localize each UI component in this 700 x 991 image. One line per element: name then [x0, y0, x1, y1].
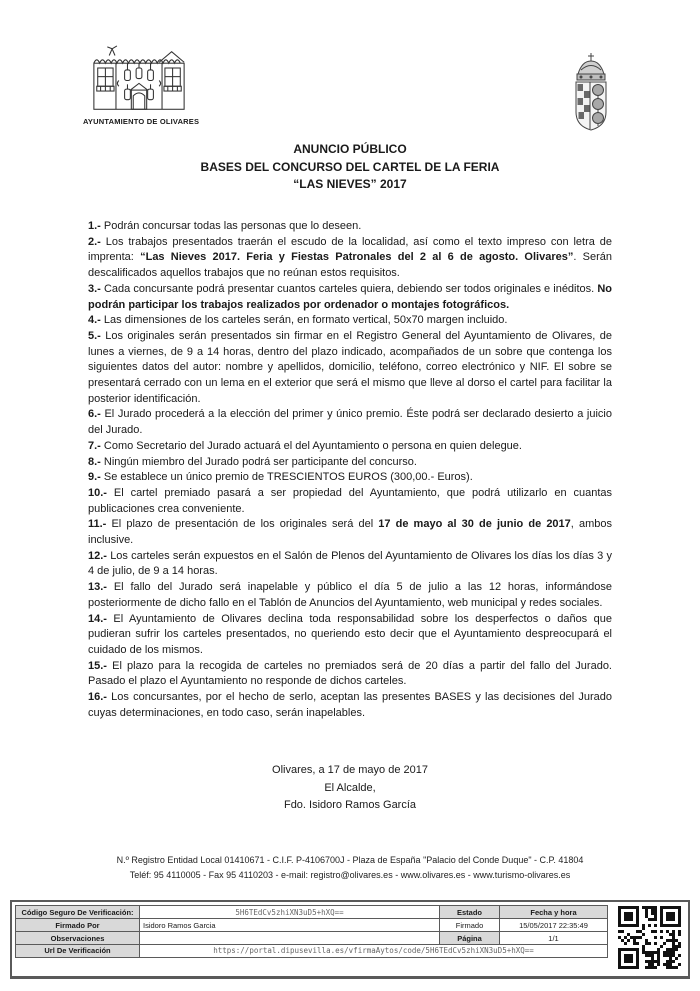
observaciones-label: Observaciones [16, 932, 140, 945]
address-footer [0, 853, 700, 883]
clause-number: 2.- [88, 235, 101, 248]
clause: 3.- Cada concursante podrá presentar cuantos carteles quiera, debiendo ser todos originales e inéditos. No podrán participar los trabajos realizados por ordenador o montajes fotográficos. [88, 282, 612, 311]
clause-number: 13.- [88, 581, 107, 594]
clause-number: 1.- [88, 220, 101, 232]
clause: 9.- Se establece un único premio de TRESCIENTOS EUROS (300,00.- Euros). [88, 471, 473, 484]
firmado-por-label: Firmado Por [16, 919, 140, 932]
verification-table [15, 905, 608, 958]
clause-number: 4.- [88, 314, 101, 327]
estado-value: Firmado [440, 919, 500, 932]
coat-of-arms-icon [562, 50, 620, 138]
clause: 10.- El cartel premiado pasará a ser propiedad del Ayuntamiento, que podrá utilizarlo en cuantas publicaciones crea conveniente. [88, 486, 612, 515]
qr-code-icon [618, 906, 681, 969]
clause: 1.- Podrán concursar todas las personas que lo deseen. [88, 220, 362, 232]
clause-number: 15.- [88, 659, 107, 672]
clause: 8.- Ningún miembro del Jurado podrá ser participante del concurso. [88, 455, 417, 468]
verification-strip [10, 900, 690, 979]
csv-value: 5H6TEdCv5zhiXN3uD5+hXQ== [140, 906, 440, 919]
clause: 11.- El plazo de presentación de los originales será del 17 de mayo al 30 de junio de 2017, ambos inclusive. [88, 518, 612, 547]
clause-number: 9.- [88, 471, 101, 484]
pagina-label: Página [440, 932, 500, 945]
clause: 4.- Las dimensiones de los carteles serán, en formato vertical, 50x70 margen incluido. [88, 314, 508, 327]
clause: 12.- Los carteles serán expuestos en el Salón de Plenos del Ayuntamiento de Olivares los días los días 3 y 4 de julio, de 9 a 14 horas. [88, 549, 612, 578]
clause-number: 14.- [88, 612, 107, 625]
logo-caption: AYUNTAMIENTO DE OLIVARES [83, 117, 200, 126]
fecha-value: 15/05/2017 22:35:49 [500, 919, 608, 932]
closing-role: El Alcalde, [324, 781, 376, 794]
estado-header: Estado [440, 906, 500, 919]
title-line-1: ANUNCIO PÚBLICO [293, 142, 407, 156]
address-line-2: Teléf: 95 4110005 - Fax 95 4110203 - e-mail: registro@olivares.es - www.olivares.es - www.turismo-olivares.es [129, 870, 571, 880]
url-value: https://portal.dipusevilla.es/vfirmaAytos/code/5H6TEdCv5zhiXN3uD5+hXQ== [140, 945, 608, 958]
coat-of-arms [562, 50, 622, 143]
clause: 15.- El plazo para la recogida de carteles no premiados será de 20 días a partir del fallo del Jurado. Pasado el plazo el Ayuntamiento no responde de dichos carteles. [88, 659, 612, 688]
firmado-por-value: Isidoro Ramos Garcia [140, 919, 440, 932]
clause: 7.- Como Secretario del Jurado actuará el del Ayuntamiento o persona en quien delegue. [88, 439, 522, 452]
address-line-1: N.º Registro Entidad Local 01410671 - C.I.F. P-4106700J - Plaza de España "Palacio del Conde Duque" - C.P. 41804 [116, 855, 584, 865]
observaciones-value [140, 932, 440, 945]
clause: 5.- Los originales serán presentados sin firmar en el Registro General del Ayuntamiento de Olivares, de lunes a viernes, de 9 a 14 horas, dentro del plazo indicado, acompañados de un sobre que contenga los siguientes datos del autor: nombre y apellidos, domicilio, teléfono, correo electrónico y NIF. El sobre se presentará cerrado con un lema en el exterior que será el mismo que lleve al dorso el cartel para facilitar la posterior identificación. [88, 329, 612, 405]
clause: 14.- El Ayuntamiento de Olivares declina toda responsabilidad sobre los desperfectos o daños que pudieran sufrir los carteles presentados, no queriendo esto decir que el Ayuntamiento despreocupará el cuidado de los mismos. [88, 612, 612, 656]
qr-code [613, 904, 686, 969]
clause-number: 10.- [88, 486, 107, 499]
fecha-header: Fecha y hora [500, 906, 608, 919]
clause-number: 16.- [88, 691, 107, 704]
clause-number: 12.- [88, 549, 107, 562]
clause-number: 6.- [88, 408, 101, 421]
clause: 6.- El Jurado procederá a la elección del primer y único premio. Éste podrá ser declarado desierto a juicio del Jurado. [88, 408, 612, 437]
closing-place-date: Olivares, a 17 de mayo de 2017 [272, 764, 428, 776]
title-line-3: “LAS NIEVES” 2017 [293, 177, 407, 191]
url-label: Url De Verificación [16, 945, 140, 958]
pagina-value: 1/1 [500, 932, 608, 945]
closing-signer: Fdo. Isidoro Ramos García [283, 799, 417, 811]
clause: 2.- Los trabajos presentados traerán el escudo de la localidad, así como el texto impreso con letra de imprenta: “Las Nieves 2017. Feria y Fiestas Patronales del 2 al 6 de agosto. Olivares”. Serán descalificados aquellos trabajos que no reúnan estos requisitos. [88, 235, 612, 280]
title-line-2: BASES DEL CONCURSO DEL CARTEL DE LA FERIA [200, 159, 500, 174]
town-hall-logo [83, 44, 200, 126]
clause-number: 3.- [88, 282, 101, 295]
clause: 13.- El fallo del Jurado será inapelable y público el día 5 de julio a las 12 horas, informándose posteriormente de dicho fallo en el Tablón de Anuncios del Ayuntamiento, web municipal y redes sociales. [88, 581, 612, 609]
clause-number: 11.- [88, 518, 107, 531]
csv-label: Código Seguro De Verificación: [16, 906, 140, 919]
clause-number: 8.- [88, 455, 101, 468]
clause-number: 5.- [88, 329, 101, 342]
clauses [88, 219, 612, 722]
closing-block [0, 762, 700, 815]
document-title [0, 141, 700, 194]
lantern-icons [125, 63, 154, 99]
clause-number: 7.- [88, 439, 101, 452]
building-icon [86, 44, 192, 116]
clause: 16.- Los concursantes, por el hecho de serlo, aceptan las presentes BASES y las decisiones del Jurado cuyas determinaciones, en todo caso, serán inapelables. [88, 691, 612, 719]
